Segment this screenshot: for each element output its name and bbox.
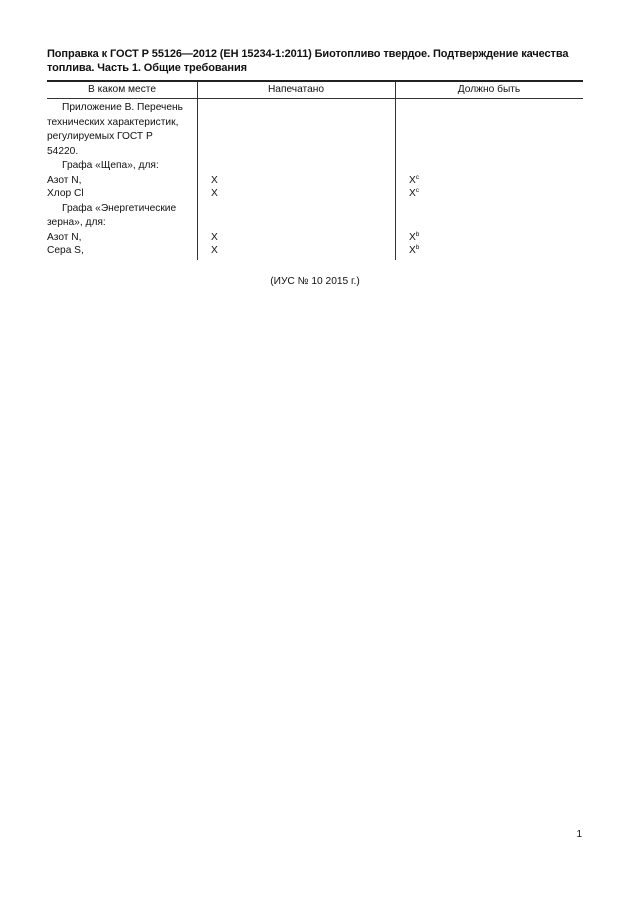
location-line: 54220. <box>47 145 79 157</box>
location-nitrogen: Азот N, <box>47 174 82 186</box>
location-line: технических характеристик, <box>47 116 179 128</box>
printed-value: Х <box>211 245 218 256</box>
header-correct: Должно быть <box>457 84 521 95</box>
correct-value: $Х^b$ <box>409 244 420 256</box>
document-title: Поправка к ГОСТ Р 55126—2012 (ЕН 15234-1:2011) Биотопливо твердое. Подтверждение качества топлива. Часть 1. Общие требования <box>47 48 569 74</box>
printed-value: Х <box>211 188 218 199</box>
source-note: (ИУС № 10 2015 г.) <box>270 276 360 287</box>
location-graph-chips: Графа «Щепа», для: <box>62 160 159 171</box>
table-header-rule <box>47 98 583 99</box>
correction-table <box>47 80 583 260</box>
location-graph-energy: зерна», для: <box>47 217 106 228</box>
page-number: 1 <box>576 829 582 840</box>
correct-value: $Х^c$ <box>409 187 420 199</box>
location-line: Приложение В. Перечень <box>62 102 183 113</box>
header-printed: Напечатано <box>267 84 325 95</box>
table-column-divider <box>395 82 396 260</box>
correct-value: $Х^c$ <box>409 173 420 186</box>
printed-value: Х <box>211 174 218 186</box>
location-chlorine: Хлор Cl <box>47 188 84 199</box>
location-sulfur: Сера S, <box>47 245 84 256</box>
printed-value: Х <box>211 231 218 243</box>
location-nitrogen: Азот N, <box>47 231 82 243</box>
table-top-rule <box>47 80 583 82</box>
header-location: В каком месте <box>87 84 157 95</box>
location-graph-energy: Графа «Энергетические <box>62 202 177 214</box>
location-line: регулируемых ГОСТ Р <box>47 131 153 142</box>
correct-value: $Х^b$ <box>409 230 420 243</box>
